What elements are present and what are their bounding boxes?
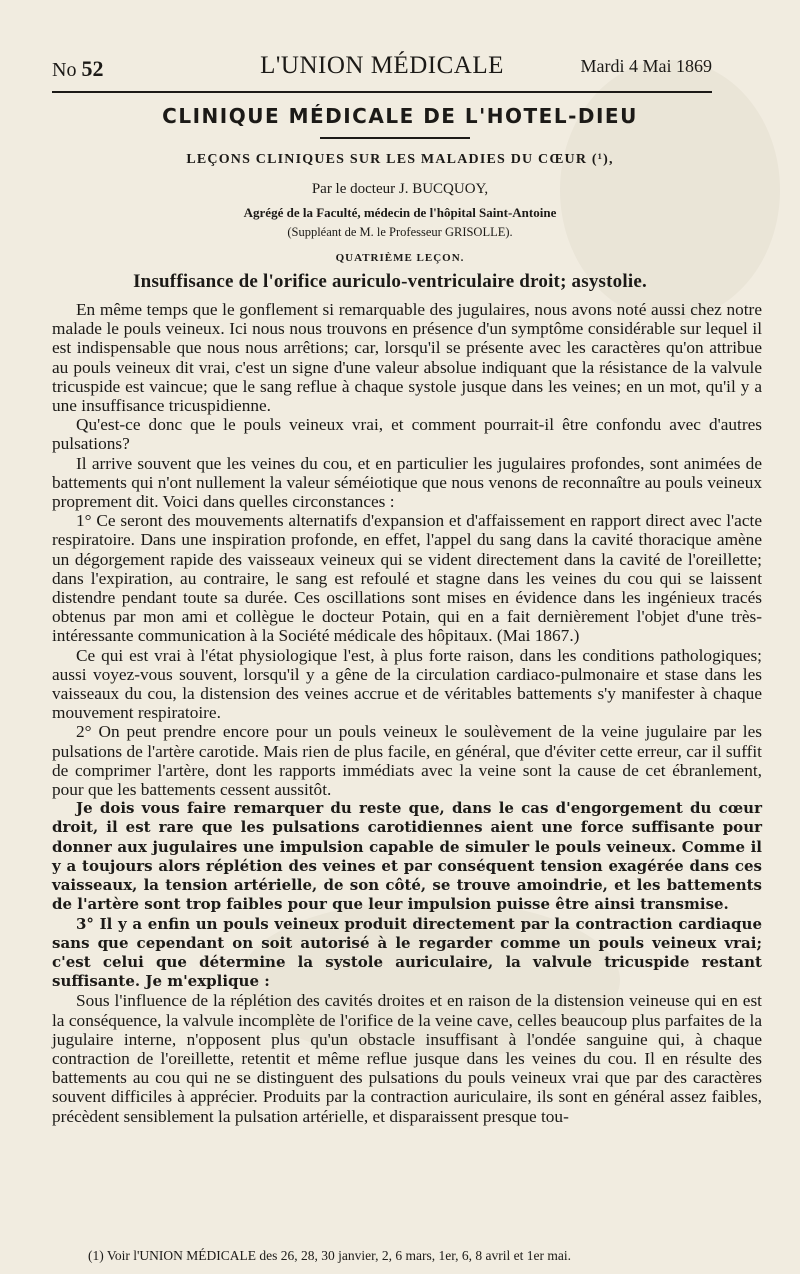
article-subtitle: Insuffisance de l'orifice auriculo-ventriculaire droit; asystolie. (133, 271, 647, 292)
paragraph: 2° On peut prendre encore pour un pouls veineux le soulèvement de la veine jugulaire par les pulsations de l'artère carotide. Mais rien de plus facile, en général, que d'éviter cette erreur, car il suffit de comprimer l'artère, dont les rapports immédiats avec la veine sont la cause de cet ébranlement, pour que les battements cessent aussitôt. (52, 722, 762, 800)
issue-date: Mardi 4 Mai 1869 (580, 56, 712, 76)
paragraph-bold: Je dois vous faire remarquer du reste que, dans le cas d'engorgement du cœur droit, il est rare que les pulsations carotidiennes aient une force suffisante pour donner aux jugulaires une impulsion capable de simuler le pouls veineux. Comme il y a toujours alors réplétion des veines et par conséquent tension exagérée dans ces vaisseaux, la tension artérielle, de son côté, se trouve amoindrie, et les battements de l'artère sont trop faibles pour que leur impulsion puisse être ainsi transmise. (52, 799, 762, 914)
paragraph-bold: 3° Il y a enfin un pouls veineux produit directement par la contraction cardiaque sans que cependant on soit autorisé à le regarder comme un pouls veineux vrai; c'est celui que détermine la systole auriculaire, la valvule tricuspide restant suffisante. Je m'explique : (52, 914, 762, 991)
masthead (52, 52, 712, 86)
lecture-number: QUATRIÈME LEÇON. (335, 252, 465, 264)
journal-title: L'UNION MÉDICALE (260, 52, 504, 79)
ornament-rule (320, 137, 470, 139)
header-rule (52, 91, 712, 93)
paragraph: Il arrive souvent que les veines du cou, et en particulier les jugulaires profondes, sont animées de battements qui n'ont nullement la valeur séméiotique que nous venons de reconnaître au pouls veineux proprement dit. Voici dans quelles circonstances : (52, 453, 762, 512)
paragraph: En même temps que le gonflement si remarquable des jugulaires, nous avons noté aussi chez notre malade le pouls veineux. Ici nous nous trouvons en présence d'un symptôme considérable sur lequel il est indispensable que nous nous arrêtions; car, lorsqu'il se présente avec les caractères qu'on attribue au pouls veineux dit vrai, c'est un signe d'une valeur absolue indiquant que la résistance de la valvule tricuspide est vaincue; que le sang reflue à chaque systole jusque dans les veines; en un mot, qu'il y a une insuffisance tricuspidienne. (52, 300, 762, 416)
author-affiliation: Agrégé de la Faculté, médecin de l'hôpital Saint-Antoine (243, 205, 557, 220)
paragraph: Sous l'influence de la réplétion des cavités droites et en raison de la distension veineuse qui en est la conséquence, la valvule incomplète de l'orifice de la veine cave, celles beaucoup plus parfaites de la jugulaire interne, n'opposent plus qu'un obstacle insuffisant à l'ondée sanguine qui, à chaque contraction de l'oreillette, retentit et même reflue jusque dans les veines du cou. Il en résulte des battements au cou qui ne se distinguent des pulsations du pouls veineux vrai que par des caractères souvent difficiles à apprécier. Produits par la contraction auriculaire, ils sont en général assez faibles, précèdent sensiblement la pulsation artérielle, et disparaissent presque tou- (52, 991, 762, 1126)
footnote: (1) Voir l'UNION MÉDICALE des 26, 28, 30 janvier, 2, 6 mars, 1er, 6, 8 avril et 1er mai. (88, 1248, 572, 1263)
issue-number-value: 52 (81, 56, 104, 81)
paragraph: 1° Ce seront des mouvements alternatifs d'expansion et d'affaissement en rapport direct avec l'acte respiratoire. Dans une inspiration profonde, en effet, l'appel du sang dans la cavité thoracique amène un dégorgement rapide des vaisseaux veineux qui se vident directement dans la cavité de l'oreillette; dans l'expiration, au contraire, le sang est refoulé et stagne dans les veines du cou qui se laissent distendre pendant toute sa durée. Ces oscillations sont mises en évidence dans les ingénieux tracés obtenus par mon ami et collègue le docteur Potain, qui en a fait dernièrement l'objet d'une très-intéressante communication à la Société médicale des hôpitaux. (Mai 1867.) (52, 511, 762, 646)
paragraph: Ce qui est vrai à l'état physiologique l'est, à plus forte raison, dans les conditions pathologiques; aussi voyez-vous souvent, lorsqu'il y a gêne de la circulation cardiaco-pulmonaire et stase dans les vaisseaux du cou, la distension des veines accrue et de véritables battements s'y manifester à chaque mouvement respiratoire. (52, 645, 762, 723)
paragraph: Qu'est-ce donc que le pouls veineux vrai, et comment pourrait-il être confondu avec d'autres pulsations? (52, 415, 762, 454)
author-line: Par le docteur J. BUCQUOY, (311, 181, 489, 197)
issue-number-label: No (52, 59, 77, 81)
substitute-note: (Suppléant de M. le Professeur GRISOLLE). (287, 225, 513, 239)
section-rubric: CLINIQUE MÉDICALE DE L'HOTEL-DIEU (162, 104, 638, 128)
article-body (52, 300, 762, 1126)
lecture-series: LEÇONS CLINIQUES SUR LES MALADIES DU CŒUR (¹), (186, 152, 614, 167)
